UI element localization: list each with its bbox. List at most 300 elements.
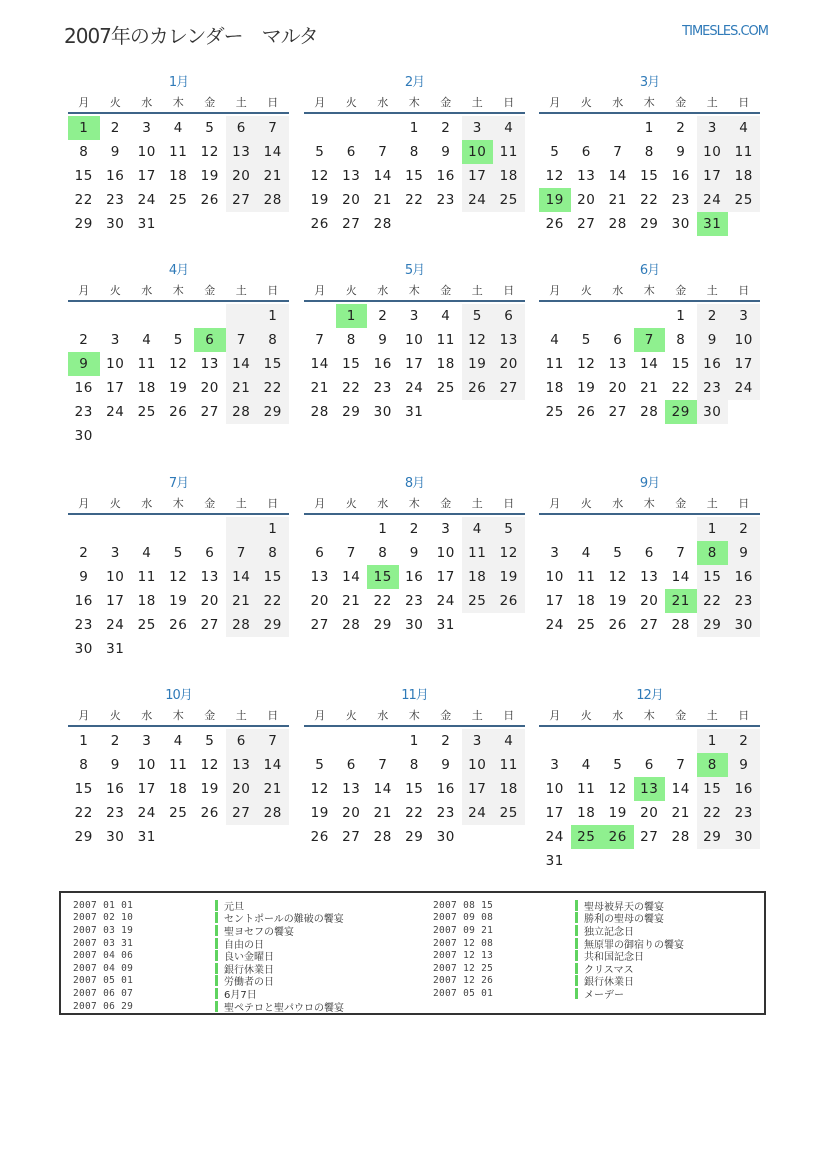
day-cell[interactable]: 24 — [462, 801, 494, 825]
day-cell[interactable]: 30 — [405, 617, 424, 633]
day-cell[interactable]: 27 — [226, 188, 258, 212]
day-cell[interactable]: 27 — [310, 617, 329, 633]
day-cell[interactable]: 1 — [409, 733, 419, 749]
day-cell[interactable]: 27 — [200, 617, 219, 633]
day-cell[interactable]: 3 — [142, 120, 152, 136]
day-cell[interactable]: 28 — [671, 617, 690, 633]
day-cell[interactable]: 18 — [577, 593, 596, 609]
day-cell[interactable]: 1 — [644, 120, 654, 136]
day-cell[interactable]: 13 — [342, 168, 361, 184]
day-cell[interactable]: 5 — [613, 757, 623, 773]
day-cell[interactable]: 15 — [342, 356, 361, 372]
day-cell[interactable]: 31 — [137, 829, 156, 845]
day-cell[interactable]: 10 — [728, 328, 760, 352]
day-cell[interactable]: 10 — [545, 781, 564, 797]
day-cell[interactable]: 17 — [106, 593, 125, 609]
day-cell[interactable]: 20 — [493, 352, 525, 376]
day-cell[interactable]: 10 — [545, 569, 564, 585]
day-cell[interactable]: 27 — [200, 404, 219, 420]
day-cell[interactable]: 25 — [728, 188, 760, 212]
day-cell[interactable]: 20 — [226, 164, 258, 188]
day-cell[interactable]: 4 — [173, 733, 183, 749]
day-cell[interactable]: 15 — [697, 777, 729, 801]
day-cell[interactable]: 26 — [608, 617, 627, 633]
day-cell[interactable]: 25 — [493, 188, 525, 212]
day-cell[interactable]: 3 — [697, 116, 729, 140]
day-cell[interactable]: 24 — [405, 380, 424, 396]
day-cell[interactable]: 5 — [173, 545, 183, 561]
day-cell[interactable]: 25 — [493, 801, 525, 825]
day-cell[interactable]: 29 — [640, 216, 659, 232]
day-cell[interactable]: 18 — [545, 380, 564, 396]
day-cell[interactable]: 6 — [205, 545, 215, 561]
day-cell[interactable]: 17 — [436, 569, 455, 585]
day-cell[interactable]: 18 — [137, 593, 156, 609]
day-cell[interactable]: 3 — [462, 116, 494, 140]
day-cell[interactable]: 15 — [367, 565, 399, 589]
day-cell[interactable]: 21 — [373, 192, 392, 208]
day-cell[interactable]: 23 — [74, 404, 93, 420]
day-cell[interactable]: 17 — [697, 164, 729, 188]
day-cell[interactable]: 13 — [640, 569, 659, 585]
day-cell[interactable]: 2 — [728, 729, 760, 753]
day-cell[interactable]: 17 — [462, 777, 494, 801]
day-cell[interactable]: 2 — [110, 733, 120, 749]
day-cell[interactable]: 22 — [74, 192, 93, 208]
day-cell[interactable]: 22 — [405, 805, 424, 821]
day-cell[interactable]: 27 — [342, 829, 361, 845]
day-cell[interactable]: 15 — [640, 168, 659, 184]
day-cell[interactable]: 29 — [697, 613, 729, 637]
day-cell[interactable]: 28 — [257, 801, 289, 825]
day-cell[interactable]: 16 — [405, 569, 424, 585]
day-cell[interactable]: 15 — [697, 565, 729, 589]
day-cell[interactable]: 14 — [608, 168, 627, 184]
day-cell[interactable]: 7 — [346, 545, 356, 561]
day-cell[interactable]: 6 — [644, 757, 654, 773]
day-cell[interactable]: 27 — [493, 376, 525, 400]
day-cell[interactable]: 21 — [640, 380, 659, 396]
day-cell[interactable]: 24 — [137, 192, 156, 208]
day-cell[interactable]: 19 — [310, 805, 329, 821]
day-cell[interactable]: 9 — [378, 332, 388, 348]
day-cell[interactable]: 1 — [697, 517, 729, 541]
day-cell[interactable]: 20 — [342, 192, 361, 208]
day-cell[interactable]: 12 — [200, 757, 219, 773]
day-cell[interactable]: 12 — [462, 328, 494, 352]
day-cell[interactable]: 30 — [697, 400, 729, 424]
day-cell[interactable]: 1 — [409, 120, 419, 136]
day-cell[interactable]: 10 — [106, 569, 125, 585]
day-cell[interactable]: 30 — [728, 825, 760, 849]
day-cell[interactable]: 6 — [581, 144, 591, 160]
day-cell[interactable]: 22 — [74, 805, 93, 821]
day-cell[interactable]: 9 — [697, 328, 729, 352]
day-cell[interactable]: 13 — [310, 569, 329, 585]
day-cell[interactable]: 12 — [608, 569, 627, 585]
day-cell[interactable]: 11 — [577, 781, 596, 797]
day-cell[interactable]: 12 — [310, 168, 329, 184]
day-cell[interactable]: 17 — [728, 352, 760, 376]
day-cell[interactable]: 31 — [137, 216, 156, 232]
day-cell[interactable]: 7 — [613, 144, 623, 160]
day-cell[interactable]: 30 — [106, 829, 125, 845]
day-cell[interactable]: 26 — [200, 192, 219, 208]
day-cell[interactable]: 29 — [74, 829, 93, 845]
day-cell[interactable]: 4 — [550, 332, 560, 348]
day-cell[interactable]: 28 — [310, 404, 329, 420]
day-cell[interactable]: 22 — [697, 801, 729, 825]
day-cell[interactable]: 7 — [378, 757, 388, 773]
day-cell[interactable]: 16 — [728, 565, 760, 589]
day-cell[interactable]: 2 — [409, 521, 419, 537]
day-cell[interactable]: 30 — [671, 216, 690, 232]
day-cell[interactable]: 7 — [315, 332, 325, 348]
day-cell[interactable]: 16 — [697, 352, 729, 376]
day-cell[interactable]: 26 — [200, 805, 219, 821]
day-cell[interactable]: 13 — [342, 781, 361, 797]
day-cell[interactable]: 9 — [728, 541, 760, 565]
day-cell[interactable]: 18 — [137, 380, 156, 396]
day-cell[interactable]: 19 — [493, 565, 525, 589]
day-cell[interactable]: 13 — [608, 356, 627, 372]
day-cell[interactable]: 1 — [79, 733, 89, 749]
day-cell[interactable]: 4 — [581, 757, 591, 773]
day-cell[interactable]: 28 — [640, 404, 659, 420]
day-cell[interactable]: 29 — [74, 216, 93, 232]
day-cell[interactable]: 11 — [577, 569, 596, 585]
day-cell[interactable]: 9 — [441, 144, 451, 160]
day-cell[interactable]: 11 — [493, 753, 525, 777]
day-cell[interactable]: 26 — [493, 589, 525, 613]
day-cell[interactable]: 15 — [405, 781, 424, 797]
day-cell[interactable]: 15 — [671, 356, 690, 372]
day-cell[interactable]: 16 — [373, 356, 392, 372]
day-cell[interactable]: 10 — [106, 356, 125, 372]
day-cell[interactable]: 11 — [493, 140, 525, 164]
day-cell[interactable]: 27 — [226, 801, 258, 825]
day-cell[interactable]: 26 — [310, 829, 329, 845]
day-cell[interactable]: 20 — [342, 805, 361, 821]
day-cell[interactable]: 14 — [310, 356, 329, 372]
day-cell[interactable]: 20 — [310, 593, 329, 609]
day-cell[interactable]: 1 — [697, 729, 729, 753]
day-cell[interactable]: 17 — [137, 781, 156, 797]
day-cell[interactable]: 29 — [257, 400, 289, 424]
day-cell[interactable]: 25 — [462, 589, 494, 613]
day-cell[interactable]: 7 — [257, 729, 289, 753]
day-cell[interactable]: 21 — [310, 380, 329, 396]
day-cell[interactable]: 23 — [373, 380, 392, 396]
day-cell[interactable]: 4 — [441, 308, 451, 324]
day-cell[interactable]: 31 — [697, 212, 729, 236]
day-cell[interactable]: 30 — [74, 641, 93, 657]
day-cell[interactable]: 28 — [373, 216, 392, 232]
day-cell[interactable]: 19 — [169, 380, 188, 396]
day-cell[interactable]: 14 — [640, 356, 659, 372]
day-cell[interactable]: 6 — [493, 304, 525, 328]
day-cell[interactable]: 14 — [342, 569, 361, 585]
day-cell[interactable]: 3 — [550, 545, 560, 561]
day-cell[interactable]: 1 — [378, 521, 388, 537]
day-cell[interactable]: 21 — [257, 777, 289, 801]
day-cell[interactable]: 6 — [613, 332, 623, 348]
day-cell[interactable]: 25 — [137, 404, 156, 420]
day-cell[interactable]: 7 — [226, 328, 258, 352]
day-cell[interactable]: 1 — [257, 517, 289, 541]
day-cell[interactable]: 29 — [342, 404, 361, 420]
day-cell[interactable]: 10 — [405, 332, 424, 348]
day-cell[interactable]: 26 — [545, 216, 564, 232]
day-cell[interactable]: 22 — [257, 376, 289, 400]
day-cell[interactable]: 19 — [462, 352, 494, 376]
day-cell[interactable]: 5 — [613, 545, 623, 561]
day-cell[interactable]: 3 — [142, 733, 152, 749]
day-cell[interactable]: 9 — [110, 757, 120, 773]
day-cell[interactable]: 25 — [577, 617, 596, 633]
day-cell[interactable]: 9 — [728, 753, 760, 777]
day-cell[interactable]: 11 — [728, 140, 760, 164]
day-cell[interactable]: 23 — [106, 805, 125, 821]
day-cell[interactable]: 24 — [436, 593, 455, 609]
day-cell[interactable]: 23 — [697, 376, 729, 400]
day-cell[interactable]: 30 — [74, 428, 93, 444]
day-cell[interactable]: 4 — [142, 332, 152, 348]
day-cell[interactable]: 13 — [200, 569, 219, 585]
day-cell[interactable]: 4 — [142, 545, 152, 561]
day-cell[interactable]: 30 — [728, 613, 760, 637]
day-cell[interactable]: 2 — [110, 120, 120, 136]
day-cell[interactable]: 2 — [697, 304, 729, 328]
day-cell[interactable]: 20 — [200, 380, 219, 396]
day-cell[interactable]: 11 — [137, 356, 156, 372]
day-cell[interactable]: 19 — [169, 593, 188, 609]
day-cell[interactable]: 7 — [676, 757, 686, 773]
day-cell[interactable]: 28 — [671, 829, 690, 845]
day-cell[interactable]: 20 — [608, 380, 627, 396]
day-cell[interactable]: 4 — [173, 120, 183, 136]
day-cell[interactable]: 30 — [106, 216, 125, 232]
day-cell[interactable]: 25 — [545, 404, 564, 420]
day-cell[interactable]: 17 — [106, 380, 125, 396]
day-cell[interactable]: 21 — [257, 164, 289, 188]
day-cell[interactable]: 16 — [436, 168, 455, 184]
day-cell[interactable]: 11 — [169, 757, 188, 773]
day-cell[interactable]: 18 — [169, 781, 188, 797]
day-cell[interactable]: 5 — [315, 144, 325, 160]
day-cell[interactable]: 15 — [74, 168, 93, 184]
day-cell[interactable]: 3 — [409, 308, 419, 324]
day-cell[interactable]: 20 — [200, 593, 219, 609]
day-cell[interactable]: 17 — [137, 168, 156, 184]
day-cell[interactable]: 9 — [441, 757, 451, 773]
day-cell[interactable]: 14 — [257, 140, 289, 164]
day-cell[interactable]: 17 — [545, 593, 564, 609]
day-cell[interactable]: 3 — [728, 304, 760, 328]
day-cell[interactable]: 25 — [169, 805, 188, 821]
day-cell[interactable]: 14 — [226, 565, 258, 589]
day-cell[interactable]: 12 — [608, 781, 627, 797]
day-cell[interactable]: 20 — [640, 593, 659, 609]
day-cell[interactable]: 13 — [493, 328, 525, 352]
day-cell[interactable]: 22 — [671, 380, 690, 396]
day-cell[interactable]: 18 — [169, 168, 188, 184]
day-cell[interactable]: 20 — [226, 777, 258, 801]
day-cell[interactable]: 8 — [346, 332, 356, 348]
day-cell[interactable]: 12 — [577, 356, 596, 372]
day-cell[interactable]: 28 — [257, 188, 289, 212]
day-cell[interactable]: 17 — [462, 164, 494, 188]
day-cell[interactable]: 13 — [200, 356, 219, 372]
day-cell[interactable]: 13 — [577, 168, 596, 184]
day-cell[interactable]: 1 — [676, 308, 686, 324]
day-cell[interactable]: 5 — [205, 120, 215, 136]
day-cell[interactable]: 12 — [200, 144, 219, 160]
day-cell[interactable]: 23 — [106, 192, 125, 208]
day-cell[interactable]: 18 — [577, 805, 596, 821]
day-cell[interactable]: 6 — [346, 144, 356, 160]
day-cell[interactable]: 19 — [608, 593, 627, 609]
day-cell[interactable]: 6 — [315, 545, 325, 561]
day-cell[interactable]: 23 — [728, 589, 760, 613]
day-cell[interactable]: 3 — [110, 332, 120, 348]
day-cell[interactable]: 19 — [608, 805, 627, 821]
day-cell[interactable]: 10 — [436, 545, 455, 561]
day-cell[interactable]: 6 — [226, 116, 258, 140]
day-cell[interactable]: 2 — [79, 332, 89, 348]
day-cell[interactable]: 22 — [373, 593, 392, 609]
day-cell[interactable]: 18 — [436, 356, 455, 372]
day-cell[interactable]: 24 — [728, 376, 760, 400]
day-cell[interactable]: 24 — [697, 188, 729, 212]
day-cell[interactable]: 19 — [200, 168, 219, 184]
day-cell[interactable]: 28 — [226, 613, 258, 637]
day-cell[interactable]: 12 — [169, 356, 188, 372]
day-cell[interactable]: 21 — [226, 589, 258, 613]
day-cell[interactable]: 27 — [640, 829, 659, 845]
day-cell[interactable]: 26 — [462, 376, 494, 400]
day-cell[interactable]: 2 — [441, 120, 451, 136]
day-cell[interactable]: 13 — [226, 753, 258, 777]
day-cell[interactable]: 7 — [226, 541, 258, 565]
day-cell[interactable]: 11 — [137, 569, 156, 585]
day-cell[interactable]: 23 — [436, 805, 455, 821]
day-cell[interactable]: 14 — [226, 352, 258, 376]
day-cell[interactable]: 8 — [79, 757, 89, 773]
day-cell[interactable]: 13 — [226, 140, 258, 164]
day-cell[interactable]: 22 — [257, 589, 289, 613]
day-cell[interactable]: 17 — [405, 356, 424, 372]
day-cell[interactable]: 21 — [671, 805, 690, 821]
day-cell[interactable]: 21 — [342, 593, 361, 609]
day-cell[interactable]: 14 — [257, 753, 289, 777]
day-cell[interactable]: 25 — [571, 825, 603, 849]
day-cell[interactable]: 16 — [728, 777, 760, 801]
day-cell[interactable]: 29 — [697, 825, 729, 849]
day-cell[interactable]: 7 — [676, 545, 686, 561]
day-cell[interactable]: 6 — [346, 757, 356, 773]
day-cell[interactable]: 7 — [634, 328, 666, 352]
day-cell[interactable]: 31 — [405, 404, 424, 420]
day-cell[interactable]: 10 — [137, 144, 156, 160]
day-cell[interactable]: 9 — [409, 545, 419, 561]
day-cell[interactable]: 11 — [462, 541, 494, 565]
day-cell[interactable]: 18 — [493, 777, 525, 801]
day-cell[interactable]: 18 — [493, 164, 525, 188]
day-cell[interactable]: 1 — [336, 304, 368, 328]
day-cell[interactable]: 15 — [257, 352, 289, 376]
day-cell[interactable]: 5 — [550, 144, 560, 160]
day-cell[interactable]: 30 — [436, 829, 455, 845]
day-cell[interactable]: 1 — [257, 304, 289, 328]
day-cell[interactable]: 2 — [378, 308, 388, 324]
day-cell[interactable]: 16 — [74, 593, 93, 609]
day-cell[interactable]: 19 — [539, 188, 571, 212]
day-cell[interactable]: 25 — [137, 617, 156, 633]
day-cell[interactable]: 11 — [169, 144, 188, 160]
day-cell[interactable]: 5 — [462, 304, 494, 328]
day-cell[interactable]: 29 — [405, 829, 424, 845]
day-cell[interactable]: 6 — [644, 545, 654, 561]
day-cell[interactable]: 30 — [373, 404, 392, 420]
day-cell[interactable]: 23 — [671, 192, 690, 208]
day-cell[interactable]: 31 — [545, 853, 564, 869]
day-cell[interactable]: 22 — [405, 192, 424, 208]
day-cell[interactable]: 24 — [106, 617, 125, 633]
day-cell[interactable]: 12 — [310, 781, 329, 797]
day-cell[interactable]: 5 — [205, 733, 215, 749]
day-cell[interactable]: 2 — [676, 120, 686, 136]
day-cell[interactable]: 19 — [577, 380, 596, 396]
day-cell[interactable]: 8 — [697, 753, 729, 777]
day-cell[interactable]: 17 — [545, 805, 564, 821]
day-cell[interactable]: 29 — [373, 617, 392, 633]
day-cell[interactable]: 27 — [577, 216, 596, 232]
day-cell[interactable]: 24 — [106, 404, 125, 420]
day-cell[interactable]: 29 — [257, 613, 289, 637]
day-cell[interactable]: 7 — [378, 144, 388, 160]
day-cell[interactable]: 10 — [137, 757, 156, 773]
day-cell[interactable]: 23 — [405, 593, 424, 609]
day-cell[interactable]: 8 — [378, 545, 388, 561]
day-cell[interactable]: 8 — [409, 144, 419, 160]
day-cell[interactable]: 5 — [493, 517, 525, 541]
day-cell[interactable]: 14 — [671, 781, 690, 797]
day-cell[interactable]: 26 — [169, 404, 188, 420]
day-cell[interactable]: 23 — [436, 192, 455, 208]
day-cell[interactable]: 4 — [493, 116, 525, 140]
day-cell[interactable]: 13 — [634, 777, 666, 801]
day-cell[interactable]: 10 — [697, 140, 729, 164]
day-cell[interactable]: 25 — [436, 380, 455, 396]
day-cell[interactable]: 9 — [110, 144, 120, 160]
day-cell[interactable]: 6 — [226, 729, 258, 753]
day-cell[interactable]: 16 — [106, 168, 125, 184]
day-cell[interactable]: 8 — [257, 541, 289, 565]
day-cell[interactable]: 5 — [173, 332, 183, 348]
day-cell[interactable]: 2 — [441, 733, 451, 749]
day-cell[interactable]: 3 — [441, 521, 451, 537]
day-cell[interactable]: 8 — [409, 757, 419, 773]
day-cell[interactable]: 3 — [110, 545, 120, 561]
day-cell[interactable]: 16 — [436, 781, 455, 797]
day-cell[interactable]: 27 — [342, 216, 361, 232]
day-cell[interactable]: 22 — [342, 380, 361, 396]
day-cell[interactable]: 16 — [671, 168, 690, 184]
day-cell[interactable]: 24 — [545, 617, 564, 633]
day-cell[interactable]: 6 — [194, 328, 226, 352]
day-cell[interactable]: 22 — [697, 589, 729, 613]
